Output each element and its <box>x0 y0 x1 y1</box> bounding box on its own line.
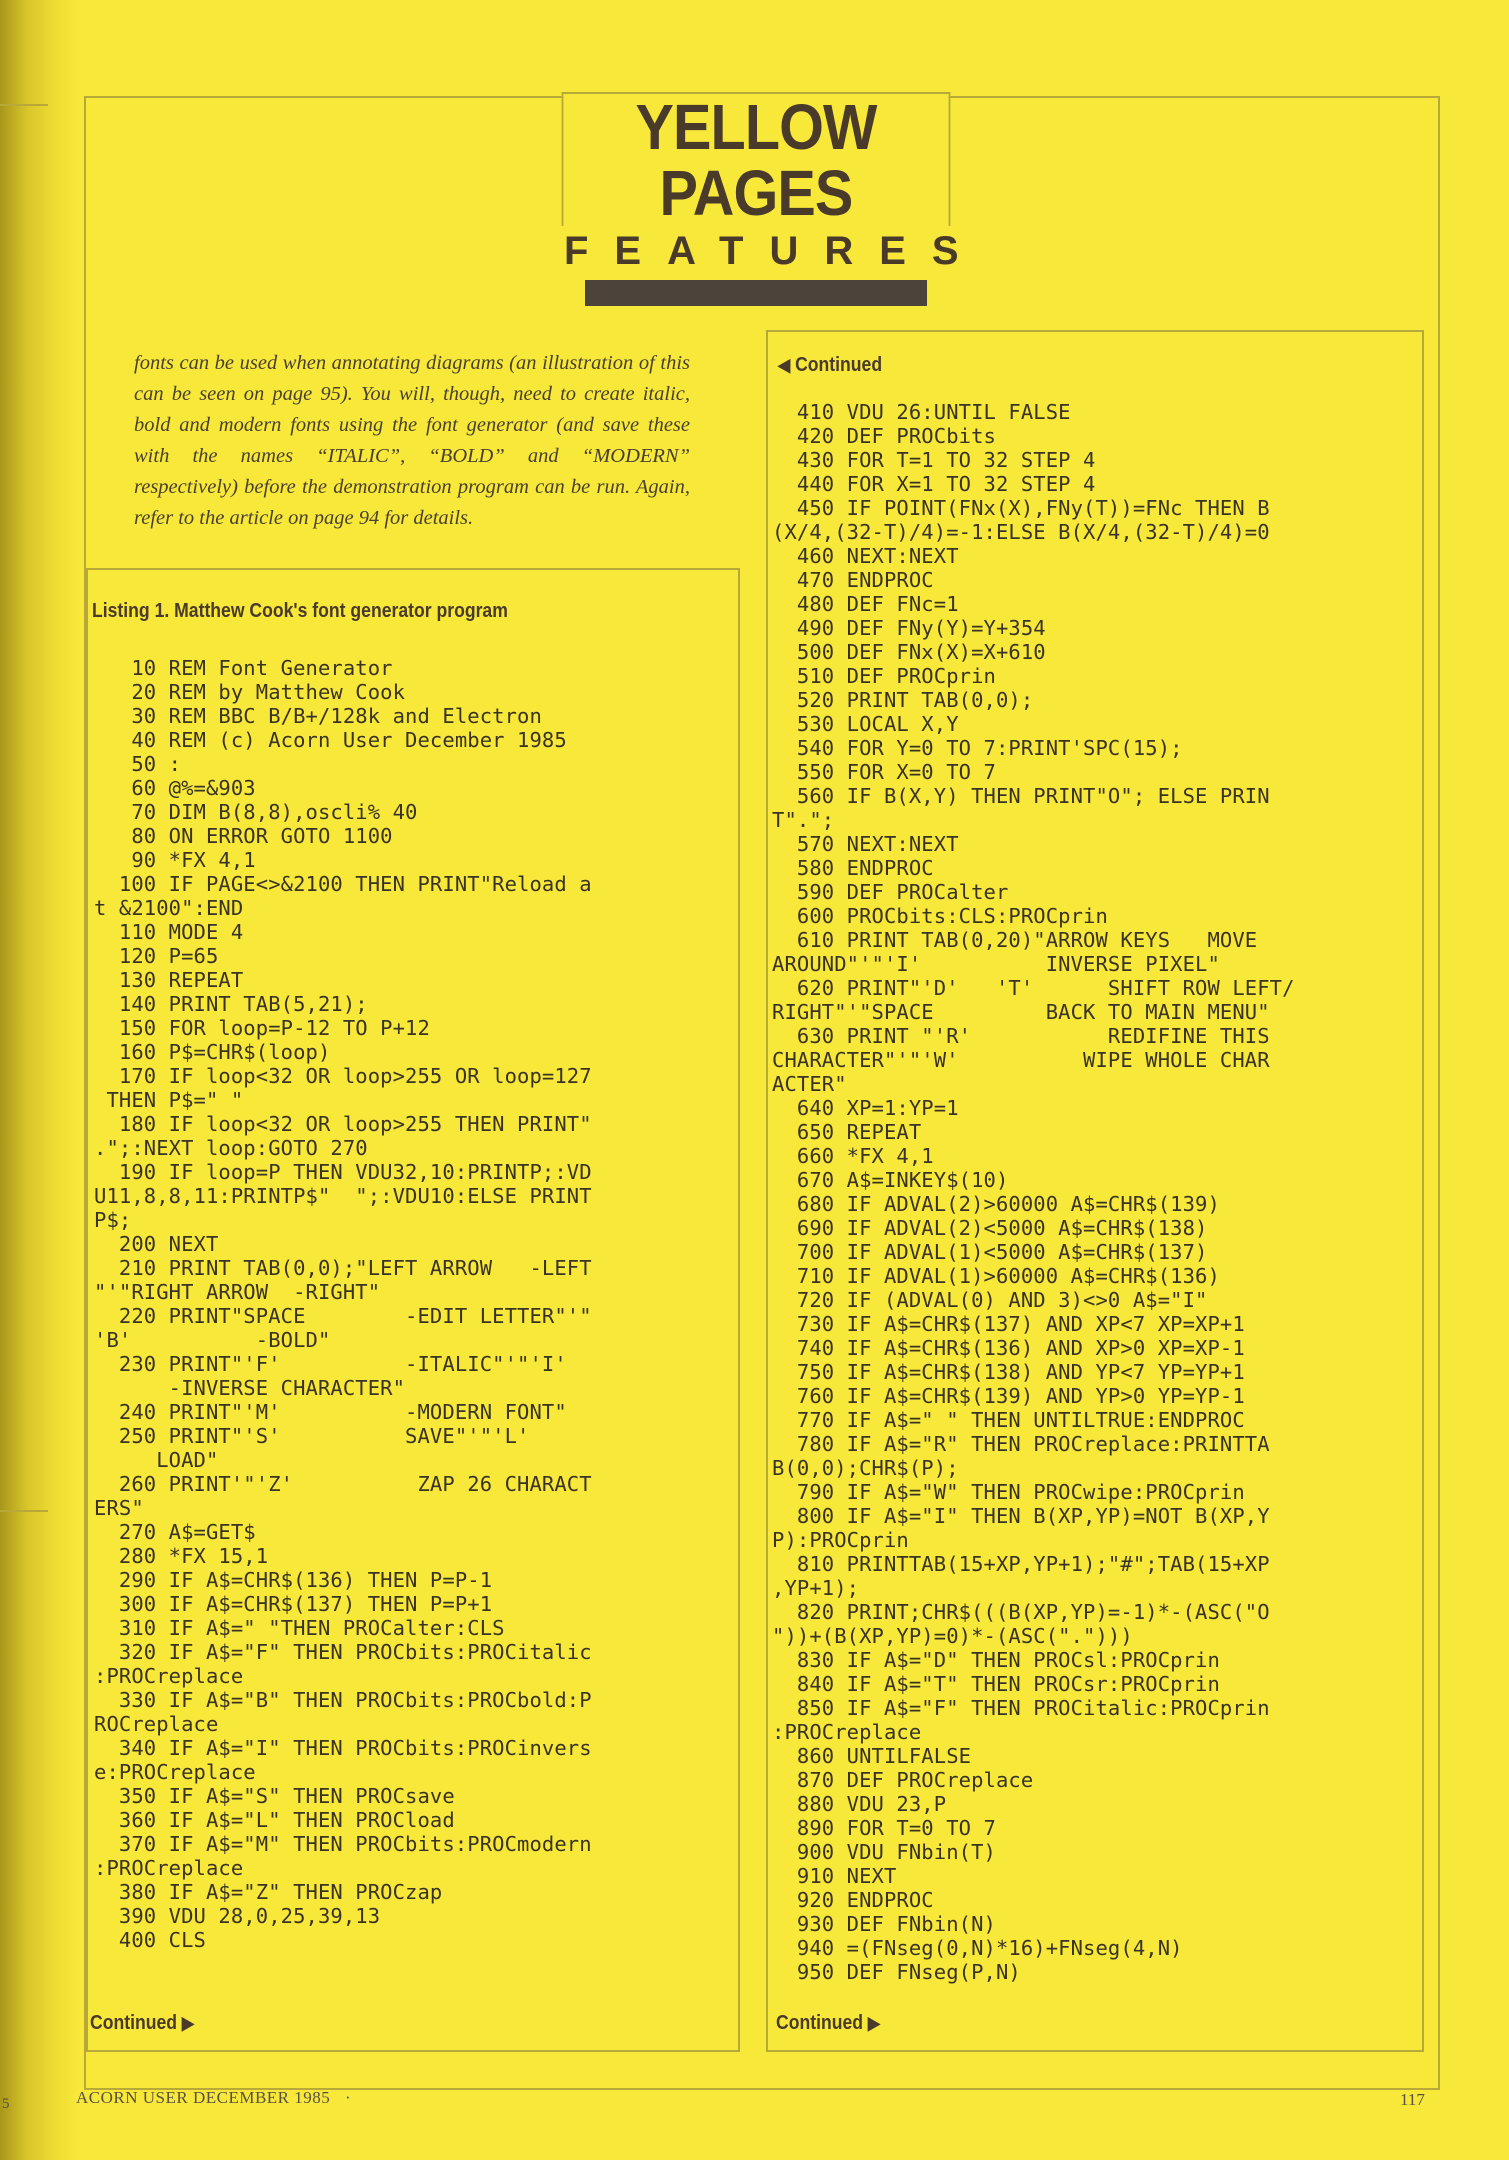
footer-dot: · <box>345 2088 352 2107</box>
header-bar <box>585 280 927 306</box>
spine-rule <box>0 1510 48 1512</box>
continued-label: Continued <box>776 2012 864 2034</box>
right-triangle-icon: ▶ <box>867 2013 881 2033</box>
page-number: 117 <box>1400 2090 1425 2109</box>
listing-code-right: 410 VDU 26:UNTIL FALSE 420 DEF PROCbits 430 FOR T=1 TO 32 STEP 4 440 FOR X=1 TO 32 STEP 4 450 IF POINT(FNx(X),FNy(T))=FNc THEN B (X/4,(32-T)/4)=-1:ELSE B(X/4,(32-T)/4)=0 460 NEXT:NEXT 470 ENDPROC 480 DEF FNc=1 490 DEF FNy(Y)=Y+354 500 DEF FNx(X)=X+610 510 DEF PROCprin 520 PRINT TAB(0,0); 530 LOCAL X,Y 540 FOR Y=0 TO 7:PRINT'SPC(15); 550 FOR X=0 TO 7 560 IF B(X,Y) THEN PRINT"O"; ELSE PRIN T"."; 570 NEXT:NEXT 580 ENDPROC 590 DEF PROCalter 600 PROCbits:CLS:PROCprin 610 PRINT TAB(0,20)"ARROW KEYS MOVE AROUND"'"'I' INVERSE PIXEL" 620 PRINT"'D' 'T' SHIFT ROW LEFT/ RIGHT"'"SPACE BACK TO MAIN MENU" 630 PRINT "'R' REDIFINE THIS CHARACTER"'"'W' WIPE WHOLE CHAR ACTER" 640 XP=1:YP=1 650 REPEAT 660 *FX 4,1 670 A$=INKEY$(10) 680 IF ADVAL(2)>60000 A$=CHR$(139) 690 IF ADVAL(2)<5000 A$=CHR$(138) 700 IF ADVAL(1)<5000 A$=CHR$(137) 710 IF ADVAL(1)>60000 A$=CHR$(136) 720 IF (ADVAL(0) AND 3)<>0 A$="I" 730 IF A$=CHR$(137) AND XP<7 XP=XP+1 740 IF A$=CHR$(136) AND XP>0 XP=XP-1 750 IF A$=CHR$(138) AND YP<7 YP=YP+1 760 IF A$=CHR$(139) AND YP>0 YP=YP-1 770 IF A$=" " THEN UNTILTRUE:ENDPROC 780 IF A$="R" THEN PROCreplace:PRINTTA B(0,0);CHR$(P); 790 IF A$="W" THEN PROCwipe:PROCprin 800 IF A$="I" THEN B(XP,YP)=NOT B(XP,Y P):PROCprin 810 PRINTTAB(15+XP,YP+1);"#";TAB(15+XP ,YP+1); 820 PRINT;CHR$(((B(XP,YP)=-1)*-(ASC("O "))+(B(XP,YP)=0)*-(ASC("."))) 830 IF A$="D" THEN PROCsl:PROCprin 840 IF A$="T" THEN PROCsr:PROCprin 850 IF A$="F" THEN PROCitalic:PROCprin :PROCreplace 860 UNTILFALSE 870 DEF PROCreplace 880 VDU 23,P 890 FOR T=0 TO 7 900 VDU FNbin(T) 910 NEXT 920 ENDPROC 930 DEF FNbin(N) 940 =(FNseg(0,N)*16)+FNseg(4,N) 950 DEF FNseg(P,N) <box>772 400 1295 1984</box>
continued-label: Continued <box>90 2012 178 2034</box>
continued-marker <box>776 2012 880 2035</box>
section-title: YELLOW PAGES <box>562 92 951 226</box>
facing-page-number: 5 <box>2 2096 10 2112</box>
continued-from-label: Continued <box>795 354 883 376</box>
right-triangle-icon: ▶ <box>181 2013 195 2033</box>
continued-marker <box>90 2012 194 2035</box>
binding-spine <box>0 0 78 2160</box>
intro-paragraph: fonts can be used when annotating diagrams (an illustration of this can be seen on page 95). You will, though, need to create italic, bold and modern fonts using the font generator (and save these with the names “ITALIC”, “BOLD” and “MODERN” respectively) before the demonstration program can be run. Again, refer to the article on page 94 for details. <box>134 352 690 529</box>
section-header <box>540 91 985 306</box>
spine-rule <box>0 104 48 106</box>
footer-publication <box>76 2088 351 2108</box>
listing-box-right <box>766 330 1424 2052</box>
listing-code-left: 10 REM Font Generator 20 REM by Matthew Cook 30 REM BBC B/B+/128k and Electron 40 REM (c) Acorn User December 1985 50 : 60 @%=&903 70 DIM B(8,8),oscli% 40 80 ON ERROR GOTO 1100 90 *FX 4,1 100 IF PAGE<>&2100 THEN PRINT"Reload a t &2100":END 110 MODE 4 120 P=65 130 REPEAT 140 PRINT TAB(5,21); 150 FOR loop=P-12 TO P+12 160 P$=CHR$(loop) 170 IF loop<32 OR loop>255 OR loop=127 THEN P$=" " 180 IF loop<32 OR loop>255 THEN PRINT" .";:NEXT loop:GOTO 270 190 IF loop=P THEN VDU32,10:PRINTP;:VD U11,8,8,11:PRINTP$" ";:VDU10:ELSE PRINT P$; 200 NEXT 210 PRINT TAB(0,0);"LEFT ARROW -LEFT "'"RIGHT ARROW -RIGHT" 220 PRINT"SPACE -EDIT LETTER"'" 'B' -BOLD" 230 PRINT"'F' -ITALIC"'"'I' -INVERSE CHARACTER" 240 PRINT"'M' -MODERN FONT" 250 PRINT"'S' SAVE"'"'L' LOAD" 260 PRINT'"'Z' ZAP 26 CHARACT ERS" 270 A$=GET$ 280 *FX 15,1 290 IF A$=CHR$(136) THEN P=P-1 300 IF A$=CHR$(137) THEN P=P+1 310 IF A$=" "THEN PROCalter:CLS 320 IF A$="F" THEN PROCbits:PROCitalic :PROCreplace 330 IF A$="B" THEN PROCbits:PROCbold:P ROCreplace 340 IF A$="I" THEN PROCbits:PROCinvers e:PROCreplace 350 IF A$="S" THEN PROCsave 360 IF A$="L" THEN PROCload 370 IF A$="M" THEN PROCbits:PROCmodern :PROCreplace 380 IF A$="Z" THEN PROCzap 390 VDU 28,0,25,39,13 400 CLS <box>94 656 592 1952</box>
publication-name: ACORN USER DECEMBER 1985 <box>76 2088 331 2107</box>
section-subtitle: FEATURES <box>564 229 985 273</box>
listing-title: Listing 1. Matthew Cook's font generator program <box>92 600 508 622</box>
left-triangle-icon: ◀ <box>778 355 791 375</box>
continued-from-marker <box>778 354 882 377</box>
listing-box-left <box>86 568 740 2052</box>
